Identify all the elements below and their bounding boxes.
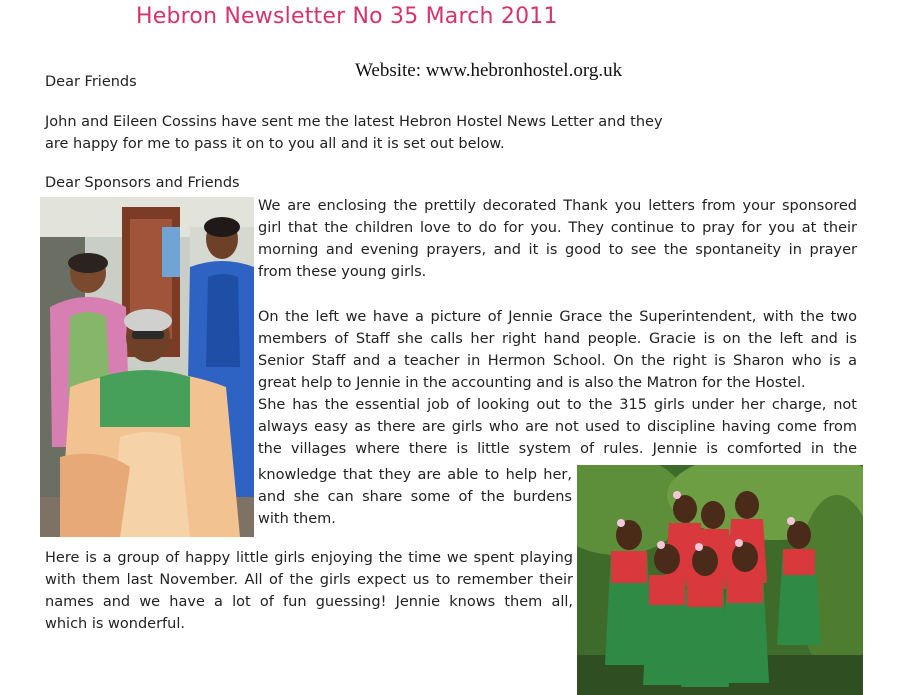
text-line: members of Staff she calls her right hand people. Gracie is on the left and is [258,331,857,347]
text-line: girl that the children love to do for you. They continue to pray for you at their [258,220,857,236]
paragraph-group-girls [45,547,573,635]
text-line: with them. [258,511,336,527]
text-line: with them last November. All of the girls expect us to remember their [45,572,573,588]
text-line: the villages where there is little system of rules. Jennie is comforted in the [258,441,857,457]
text-line: names and we have a lot of fun guessing! Jennie knows them all, [45,594,573,610]
newsletter-title: Hebron Newsletter No 35 March 2011 [136,4,558,29]
text-line: On the left we have a picture of Jennie Grace the Superintendent, with the two [258,309,857,325]
salutation: Dear Sponsors and Friends [45,175,240,191]
text-line: She has the essential job of looking out to the 315 girls under her charge, not [258,397,857,413]
text-line: and she can share some of the burdens [258,489,572,505]
text-line: great help to Jennie in the accounting and is also the Matron for the Hostel. [258,375,806,391]
staff-photo [40,197,254,537]
text-line: morning and evening prayers, and it is good to see the spontaneity in prayer [258,242,857,258]
website-line: Website: www.hebronhostel.org.uk [355,60,623,81]
paragraph-staff-photo [258,306,857,460]
text-line: We are enclosing the prettily decorated Thank you letters from your sponsored [258,198,857,214]
text-line: knowledge that they are able to help her, [258,467,572,483]
text-line: from these young girls. [258,264,427,280]
girls-group-photo [577,465,863,695]
paragraph-thank-you-letters [258,195,857,283]
text-line: which is wonderful. [45,616,185,632]
intro-line: John and Eileen Cossins have sent me the latest Hebron Hostel News Letter and they [45,114,663,130]
intro-paragraph [45,111,675,155]
text-line: always easy as there are girls who are not used to discipline having come from [258,419,857,435]
text-line: Senior Staff and a teacher in Hermon School. On the right is Sharon who is a [258,353,857,369]
intro-line: are happy for me to pass it on to you all and it is set out below. [45,136,505,152]
text-line: Here is a group of happy little girls enjoying the time we spent playing [45,550,573,566]
greeting: Dear Friends [45,74,137,90]
paragraph-staff-tail [258,464,572,530]
